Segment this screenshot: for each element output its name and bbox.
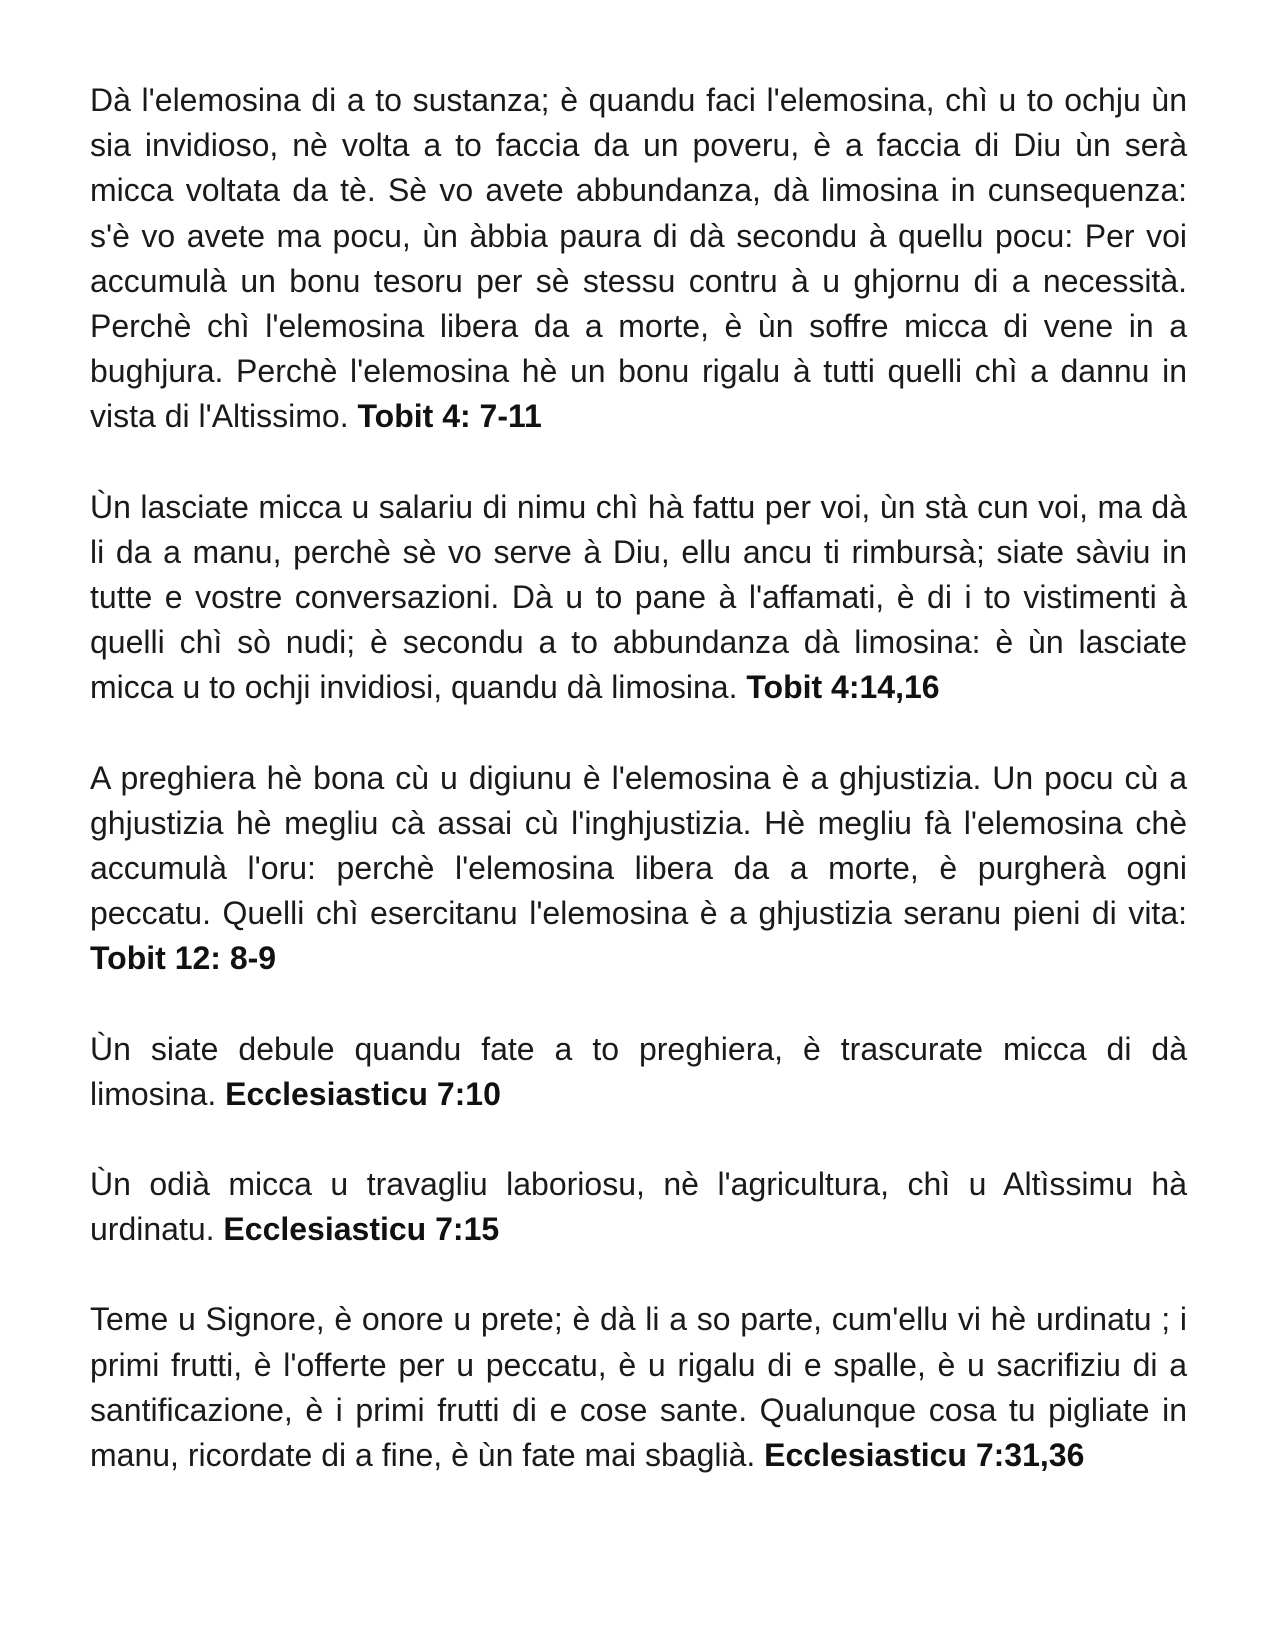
paragraph-text: Ùn siate debule quandu fate a to preghiera, è trascurate micca di dà limosina. [90,1030,1187,1112]
paragraph-3 [90,756,1187,982]
paragraph-6 [90,1297,1187,1478]
scripture-reference: Ecclesiasticu 7:10 [225,1075,501,1112]
paragraph-text: Ùn lasciate micca u salariu di nimu chì hà fattu per voi, ùn stà cun voi, ma dà li da a manu, perchè sè vo serve à Diu, ellu ancu ti rimbursà; siate sàviu in tutte e vostre conversazioni. Dà u to pane à l'affamati, è di i to vistimenti à quelli chì sò nudi; è secondu a to abbundanza dà limosina: è ùn lasciate micca u to ochji invidiosi, quandu dà limosina. [90,488,1187,706]
paragraph-text: Teme u Signore, è onore u prete; è dà li a so parte, cum'ellu vi hè urdinatu ; i primi frutti, è l'offerte per u peccatu, è u rigalu di e spalle, è u sacrifiziu di a santificazione, è i primi frutti di e cose sante. Qualunque cosa tu pigliate in manu, ricordate di a fine, è ùn fate mai sbaglià. [90,1301,1187,1474]
scripture-reference: Ecclesiasticu 7:31,36 [764,1437,1085,1474]
paragraph-text: Dà l'elemosina di a to sustanza; è quandu faci l'elemosina, chì u to ochju ùn sia invidioso, nè volta a to faccia da un poveru, è a faccia di Diu ùn serà micca voltata da tè. Sè vo avete abbundanza, dà limosina in cunsequenza: s'è vo avete ma pocu, ùn àbbia paura di dà secondu à quellu pocu: Per voi accumulà un bonu tesoru per sè stessu contru à u ghjornu di a necessità. Perchè chì l'elemosina libera da a morte, è ùn soffre micca di vene in a bughjura. Perchè l'elemosina hè un bonu rigalu à tutti quelli chì a dannu in vista di l'Altissimo. [90,82,1187,435]
paragraph-text: Ùn odià micca u travagliu laboriosu, nè l'agricultura, chì u Altìssimu hà urdinatu. [90,1166,1187,1248]
paragraph-text: A preghiera hè bona cù u digiunu è l'elemosina è a ghjustizia. Un pocu cù a ghjustizia hè megliu cà assai cù l'inghjustizia. Hè megliu fà l'elemosina chè accumulà l'oru: perchè l'elemosina libera da a morte, è purgherà ogni peccatu. Quelli chì esercitanu l'elemosina è a ghjustizia seranu pieni di vita: [90,759,1187,932]
paragraph-2 [90,485,1187,711]
scripture-reference: Tobit 4: 7-11 [357,398,542,435]
scripture-reference: Ecclesiasticu 7:15 [223,1211,500,1248]
paragraph-5 [90,1162,1187,1252]
paragraph-4 [90,1027,1187,1117]
document-body [90,78,1187,1523]
scripture-reference: Tobit 12: 8-9 [90,940,277,977]
paragraph-1 [90,78,1187,440]
scripture-reference: Tobit 4:14,16 [746,669,940,706]
